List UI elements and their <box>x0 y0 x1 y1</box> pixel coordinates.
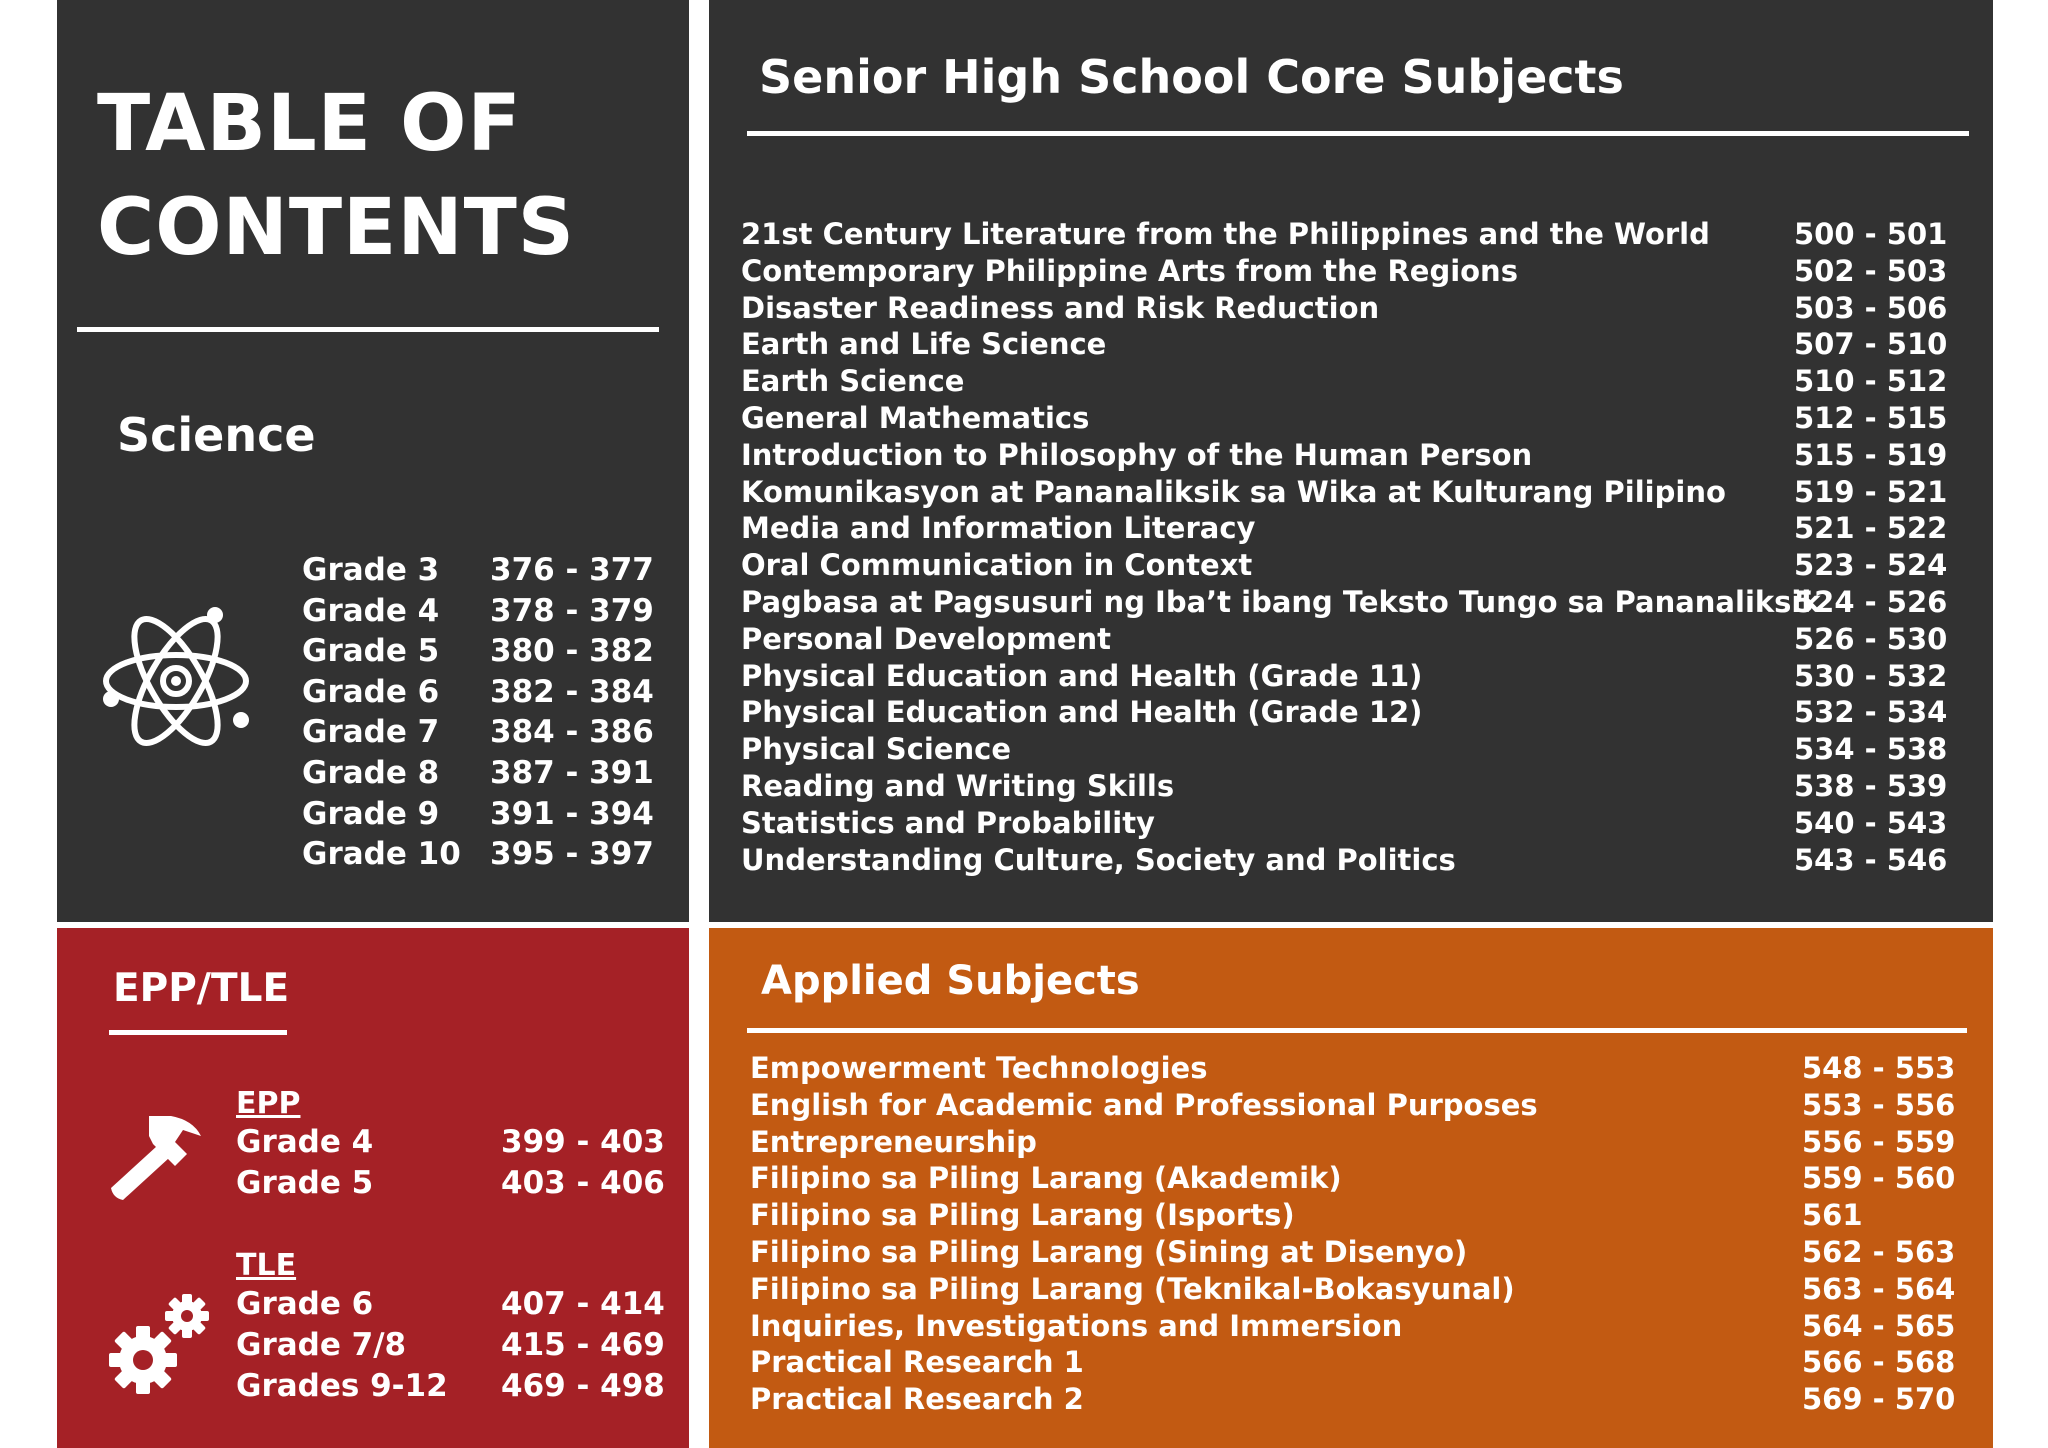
grade-label: Grade 10 <box>302 836 461 873</box>
page-range: 559 - 560 <box>1802 1161 1956 1196</box>
list-item[interactable] <box>750 1345 1966 1382</box>
list-item[interactable] <box>741 732 1957 769</box>
hammer-icon <box>105 1106 205 1206</box>
science-heading: Science <box>117 408 316 462</box>
page-range: 469 - 498 <box>501 1367 665 1404</box>
page-range: 569 - 570 <box>1802 1382 1956 1417</box>
subject-name: Komunikasyon at Pananaliksik sa Wika at Kulturang Pilipino <box>741 474 1726 509</box>
list-item[interactable] <box>750 1309 1966 1346</box>
grade-label: Grades 9-12 <box>236 1367 448 1404</box>
page-range: 378 - 379 <box>490 592 654 629</box>
subject-name: Earth Science <box>741 364 965 399</box>
grade-label: Grade 5 <box>236 1164 374 1201</box>
subject-name: Physical Education and Health (Grade 12) <box>741 695 1423 730</box>
list-item[interactable] <box>741 511 1957 548</box>
grade-label: Grade 6 <box>302 673 440 710</box>
subject-name: Media and Information Literacy <box>741 511 1256 546</box>
subject-name: Filipino sa Piling Larang (Teknikal-Bokasyunal) <box>750 1271 1515 1306</box>
epp-tle-panel <box>57 928 689 1448</box>
list-item[interactable] <box>750 1235 1966 1272</box>
list-item[interactable] <box>741 548 1957 585</box>
subject-name: Filipino sa Piling Larang (Akademik) <box>750 1161 1342 1196</box>
page-range: 503 - 506 <box>1794 290 1948 325</box>
page-range: 387 - 391 <box>490 754 654 791</box>
shs-subject-list <box>741 217 1957 879</box>
tle-grade-list <box>236 1286 665 1408</box>
list-item[interactable] <box>302 674 654 715</box>
page-range: 530 - 532 <box>1794 658 1948 693</box>
page-range: 415 - 469 <box>501 1326 665 1363</box>
page-range: 399 - 403 <box>501 1124 665 1160</box>
list-item[interactable] <box>750 1198 1966 1235</box>
page-title-line1: TABLE OF <box>97 79 522 169</box>
page-range: 532 - 534 <box>1794 695 1948 730</box>
subject-name: Oral Communication in Context <box>741 548 1253 583</box>
page-range: 382 - 384 <box>490 673 654 710</box>
gears-icon <box>105 1290 213 1398</box>
list-item[interactable] <box>236 1124 665 1165</box>
list-item[interactable] <box>741 769 1957 806</box>
page-range: 395 - 397 <box>490 836 654 873</box>
page-range: 556 - 559 <box>1802 1124 1956 1159</box>
list-item[interactable] <box>236 1164 665 1206</box>
grade-label: Grade 3 <box>302 552 440 588</box>
subject-name: Inquiries, Investigations and Immersion <box>750 1308 1403 1343</box>
page-range: 564 - 565 <box>1802 1308 1956 1343</box>
grade-label: Grade 8 <box>302 754 440 791</box>
list-item[interactable] <box>302 796 654 837</box>
subject-name: General Mathematics <box>741 400 1090 435</box>
page-range: 548 - 553 <box>1802 1051 1956 1085</box>
grade-label: Grade 4 <box>236 1124 374 1160</box>
subject-name: English for Academic and Professional Purposes <box>750 1087 1538 1122</box>
page-range: 407 - 414 <box>501 1286 665 1322</box>
page-range: 521 - 522 <box>1794 511 1948 546</box>
subject-name: Practical Research 1 <box>750 1345 1084 1380</box>
subject-name: Physical Education and Health (Grade 11) <box>741 658 1423 693</box>
page-range: 561 <box>1802 1198 1863 1233</box>
subject-name: Entrepreneurship <box>750 1124 1037 1159</box>
list-item[interactable] <box>741 585 1957 622</box>
tle-subheading: TLE <box>236 1248 297 1283</box>
subject-name: 21st Century Literature from the Philippines and the World <box>741 217 1710 251</box>
page-range: 566 - 568 <box>1802 1345 1956 1380</box>
page-range: 534 - 538 <box>1794 732 1948 767</box>
page-range: 507 - 510 <box>1794 327 1948 362</box>
applied-subjects-panel <box>709 928 1993 1448</box>
subject-name: Contemporary Philippine Arts from the Regions <box>741 253 1518 288</box>
list-item[interactable] <box>750 1272 1966 1309</box>
list-item[interactable] <box>741 695 1957 732</box>
applied-subject-list <box>750 1051 1966 1419</box>
page-range: 500 - 501 <box>1794 217 1948 251</box>
epp-subheading: EPP <box>236 1086 301 1121</box>
toc-science-panel <box>57 0 689 922</box>
epp-grade-list <box>236 1124 665 1206</box>
science-grade-list <box>302 552 654 877</box>
list-item[interactable] <box>741 659 1957 696</box>
page-range: 512 - 515 <box>1794 400 1948 435</box>
subject-name: Statistics and Probability <box>741 805 1155 840</box>
list-item[interactable] <box>750 1382 1966 1419</box>
page-range: 553 - 556 <box>1802 1087 1956 1122</box>
list-item[interactable] <box>741 217 1957 254</box>
grade-label: Grade 7/8 <box>236 1326 407 1363</box>
grade-label: Grade 6 <box>236 1286 374 1322</box>
list-item[interactable] <box>236 1286 665 1327</box>
page-range: 380 - 382 <box>490 633 654 670</box>
list-item[interactable] <box>741 622 1957 659</box>
page-range: 543 - 546 <box>1794 842 1948 877</box>
shs-core-panel <box>709 0 1993 922</box>
list-item[interactable] <box>750 1088 1966 1125</box>
page-range: 384 - 386 <box>490 714 654 751</box>
page-range: 563 - 564 <box>1802 1271 1956 1306</box>
grade-label: Grade 4 <box>302 592 440 629</box>
page-title <box>97 72 575 280</box>
subject-name: Practical Research 2 <box>750 1382 1084 1417</box>
subject-name: Reading and Writing Skills <box>741 768 1175 803</box>
subject-name: Pagbasa at Pagsusuri ng Iba’t ibang Teksto Tungo sa Pananaliksik <box>741 584 1821 619</box>
list-item[interactable] <box>750 1161 1966 1198</box>
page-range: 376 - 377 <box>490 552 654 588</box>
page-range: 515 - 519 <box>1794 437 1948 472</box>
list-item[interactable] <box>236 1367 665 1409</box>
subject-name: Filipino sa Piling Larang (Isports) <box>750 1198 1295 1233</box>
list-item[interactable] <box>302 593 654 634</box>
page-range: 523 - 524 <box>1794 548 1948 583</box>
list-item[interactable] <box>741 327 1957 364</box>
section-divider <box>747 1028 1967 1033</box>
section-divider <box>109 1030 287 1035</box>
subject-name: Personal Development <box>741 621 1111 656</box>
list-item[interactable] <box>741 291 1957 328</box>
title-divider <box>77 327 659 332</box>
subject-name: Empowerment Technologies <box>750 1051 1208 1085</box>
section-title: EPP/TLE <box>113 966 290 1011</box>
list-item[interactable] <box>741 806 1957 843</box>
list-item[interactable] <box>302 755 654 796</box>
subject-name: Disaster Readiness and Risk Reduction <box>741 290 1380 325</box>
page-range: 526 - 530 <box>1794 621 1948 656</box>
atom-icon <box>103 598 255 760</box>
list-item[interactable] <box>741 364 1957 401</box>
section-title: Applied Subjects <box>761 958 1140 1004</box>
subject-name: Earth and Life Science <box>741 327 1107 362</box>
page-range: 524 - 526 <box>1794 584 1948 619</box>
grade-label: Grade 7 <box>302 714 440 751</box>
page-range: 540 - 543 <box>1794 805 1948 840</box>
subject-name: Filipino sa Piling Larang (Sining at Disenyo) <box>750 1234 1468 1269</box>
page-range: 502 - 503 <box>1794 253 1948 288</box>
subject-name: Physical Science <box>741 732 1011 767</box>
subject-name: Introduction to Philosophy of the Human Person <box>741 437 1533 472</box>
list-item[interactable] <box>741 438 1957 475</box>
grade-label: Grade 9 <box>302 795 440 832</box>
page-range: 510 - 512 <box>1794 364 1948 399</box>
page-title-line2: CONTENTS <box>97 183 575 273</box>
page-range: 403 - 406 <box>501 1164 665 1201</box>
section-divider <box>747 131 1969 136</box>
list-item[interactable] <box>741 475 1957 512</box>
list-item[interactable] <box>302 552 654 593</box>
list-item[interactable] <box>750 1125 1966 1162</box>
subject-name: Understanding Culture, Society and Politics <box>741 842 1456 877</box>
list-item[interactable] <box>302 714 654 755</box>
list-item[interactable] <box>302 836 654 877</box>
page-range: 538 - 539 <box>1794 768 1948 803</box>
section-title: Senior High School Core Subjects <box>759 50 1624 104</box>
list-item[interactable] <box>236 1326 665 1368</box>
list-item[interactable] <box>741 843 1957 880</box>
page-range: 519 - 521 <box>1794 474 1948 509</box>
page-range: 562 - 563 <box>1802 1234 1956 1269</box>
grade-label: Grade 5 <box>302 633 440 670</box>
list-item[interactable] <box>741 254 1957 291</box>
list-item[interactable] <box>302 633 654 674</box>
page-range: 391 - 394 <box>490 795 654 832</box>
list-item[interactable] <box>750 1051 1966 1088</box>
list-item[interactable] <box>741 401 1957 438</box>
